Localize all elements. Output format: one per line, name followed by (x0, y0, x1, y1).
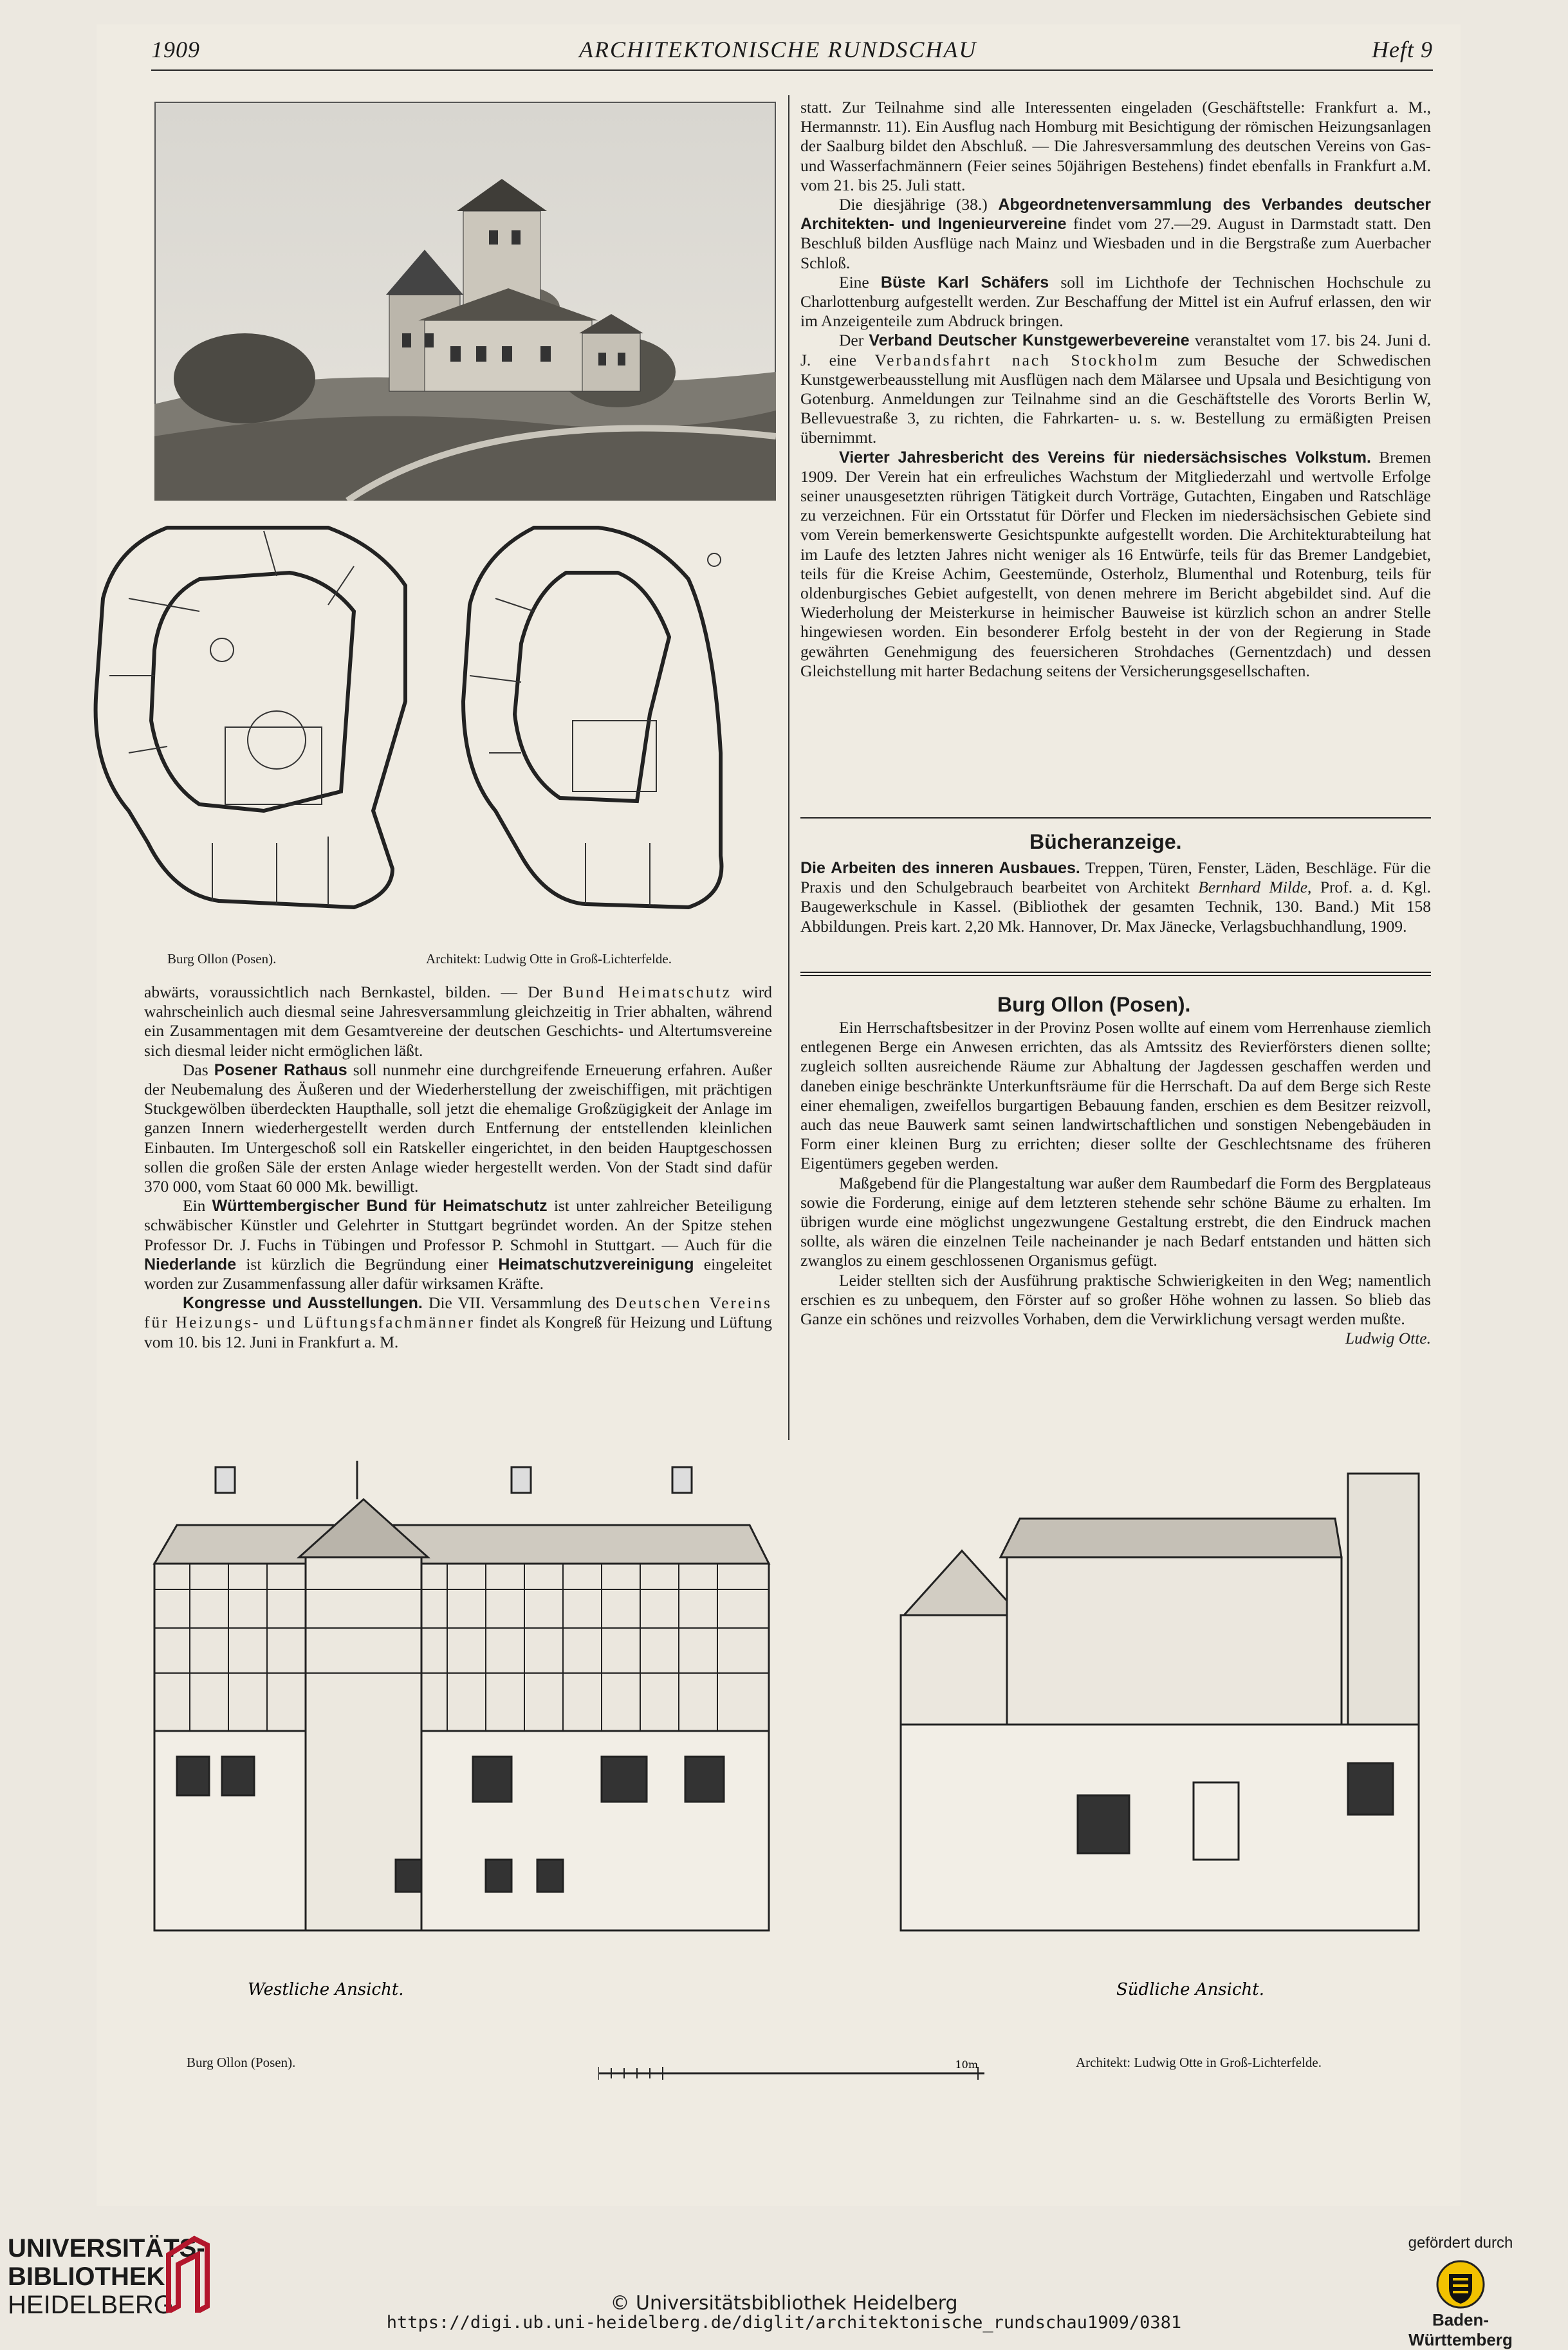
plans-caption-right: Architekt: Ludwig Otte in Groß-Lichterfelde. (426, 951, 672, 967)
funder-name: Baden-Württemberg (1408, 2310, 1513, 2349)
right-column-text (800, 98, 1431, 681)
header-rule (151, 69, 1433, 71)
elevations-caption-left: Burg Ollon (Posen). (187, 2055, 296, 2070)
section-rule (800, 975, 1431, 976)
paragraph: Kongresse und Ausstellungen. Die VII. Versammlung des Deutschen Vereins für Heizungs- und Lüftungsfachmänner findet als Kongreß für Heizung und Lüftung vom 10. bis 12. Juni in Frankfurt a. M. (144, 1293, 773, 1351)
book-notice (800, 858, 1431, 936)
floor-plans-illustration (71, 508, 791, 946)
elevations-illustration (151, 1461, 1438, 2040)
south-elevation-label: Südliche Ansicht. (1116, 1980, 1264, 1999)
library-footer (0, 2207, 1568, 2349)
paragraph: Eine Büste Karl Schäfers soll im Lichthofe der Technischen Hochschule zu Charlottenburg aufgestellt werden. Zur Beschaffung der Mittel ist ein Aufruf erlassen, den wir im Anzeigenteile zum Abdruck bringen. (800, 272, 1431, 331)
header-year: 1909 (151, 37, 200, 62)
paragraph: Das Posener Rathaus soll nunmehr eine durchgreifende Erneuerung erfahren. Außer der Neubemalung des Äußeren und der Wiederherstellung der zweischiffigen, mit prächtigen Stuckgewölben überdeckten Haupthalle, soll jetzt die ehemalige Großzügigkeit der Anlage im ganzen Innern wiederhergestellt werden durch Entfernung der entstellenden kleinlichen Einbauten. Im Untergeschoß soll ein Ratskeller eingerichtet, in den beiden Hauptgeschossen sollen die großen Säle der ersten Anlage wieder hergestellt werden. Von der Stadt sind dafür 370 000, vom Staat 60 000 Mk. bewilligt. (144, 1060, 772, 1196)
copyright-notice: © Universitätsbibliothek Heidelberg (610, 2292, 958, 2315)
permalink-url[interactable]: https://digi.ub.uni-heidelberg.de/diglit/architektonische_rundschau1909/0381 (386, 2313, 1182, 2333)
plans-caption-left: Burg Ollon (Posen). (167, 951, 277, 967)
funder-block (1383, 2234, 1538, 2349)
article-text (800, 1018, 1431, 1348)
paragraph: Die diesjährige (38.) Abgeordnetenversammlung des Verbandes deutscher Architekten- und Ingenieurvereine findet vom 27.—29. August in Darmstadt statt. Den Beschluß bilden Ausflüge nach Mainz und Wiesbaden und in die Bergstraße zum Auerbacher Schloß. (800, 195, 1431, 272)
west-elevation-label: Westliche Ansicht. (248, 1980, 404, 1999)
paragraph: Ein Württembergischer Bund für Heimatschutz ist unter zahlreicher Beteiligung schwäbischer Künstler und Gelehrter in Stuttgart begründet worden. An der Spitze stehen Professor Dr. J. Fuchs in Tübingen und Professor P. Schmohl in Stuttgart. — Auch für die Niederlande ist kürzlich die Begründung einer Heimatschutzvereinigung eingeleitet worden zur Zusammenfassung aller dafür wirksamen Kräfte. (144, 1196, 772, 1293)
header-journal: ARCHITEKTONISCHE RUNDSCHAU (579, 37, 977, 62)
header-issue: Heft 9 (1372, 37, 1433, 62)
paragraph: statt. Zur Teilnahme sind alle Interessenten eingeladen (Geschäftstelle: Frankfurt a. M., Hermannstr. 11). Ein Ausflug nach Homburg mit Besichtigung der römischen Heizungsanlagen der Saalburg bildet den Abschluß. — Die Jahresversammlung des deutschen Vereins von Gas- und Wasserfachmännern (Feier seines 50jährigen Bestehens) findet ebenfalls in Frankfurt a.M. vom 21. bis 25. Juli statt. (800, 98, 1431, 194)
paragraph: Maßgebend für die Plangestaltung war außer dem Raumbedarf die Form des Bergplateaus sowie die Forderung, einige auf dem letzteren stehende sehr schöne Bäume zu erhalten. Im übrigen wurde eine möglichst ungezwungene Gestaltung erstrebt, die den Eindruck machen sollte, als wären die einzelnen Teile nacheinander je nach Bedarf entstanden und hätten sich zwanglos zu einem geschlossenen Organismus gefügt. (800, 1173, 1431, 1270)
section-rule (800, 972, 1431, 973)
funded-by-label: gefördert durch (1408, 2234, 1513, 2252)
scale-label: 10m (955, 2059, 978, 2071)
paragraph: abwärts, voraussichtlich nach Bernkastel, bilden. — Der Bund Heimatschutz wird wahrscheinlich auch diesmal seine Jahresversammlung gleichzeitig in Trier abhalten, während ein Zusammentagen mit dem Gesamtvereine der deutschen Geschichts- und Altertumsvereine sich diesmal leider nicht ermöglichen läßt. (144, 983, 772, 1060)
castle-perspective-illustration (154, 102, 776, 501)
ub-heidelberg-logo-text[interactable]: UNIVERSITÄTS- BIBLIOTHEK HEIDELBERG (8, 2234, 205, 2319)
left-column-text (144, 983, 772, 1352)
paragraph: Der Verband Deutscher Kunstgewerbevereine veranstaltet vom 17. bis 24. Juni d. J. eine Verbandsfahrt nach Stockholm zum Besuche der Schwedischen Kunstgewerbeausstellung mit Ausflügen nach dem Mälarsee und Upsala und Besichtigung von Gotenburg. Anmeldungen zur Teilnahme sind an die Geschäftstelle des Vororts Berlin W, Bellevuestraße 3, zu richten, die Fahrkarten- u. s. w. Bestellung zu ermäßigten Preisen übernimmt. (800, 331, 1431, 447)
scale-bar (598, 2059, 997, 2085)
section-rule (800, 817, 1431, 819)
baden-wuerttemberg-seal-icon (1435, 2259, 1486, 2310)
paragraph: Die Arbeiten des inneren Ausbaues. Treppen, Türen, Fenster, Läden, Beschläge. Für die Praxis und den Schulgebrauch bearbeitet von Architekt Bernhard Milde, Prof. a. d. Kgl. Baugewerkschule in Kassel. (Bibliothek der gesamten Technik, 130. Band.) Mit 158 Abbildungen. Preis kart. 2,20 Mk. Hannover, Dr. Max Jänecke, Verlagsbuchhandlung, 1909. (800, 858, 1432, 936)
paragraph: Ein Herrschaftsbesitzer in der Provinz Posen wollte auf einem vom Herrenhause ziemlich entlegenen Berge ein Anwesen errichten, das als Amtssitz des Revierförsters dienen sollte; zugleich sollten ausreichende Räume zur Abhaltung der Jagdessen geschaffen werden und daneben einige beschränkte Unterkunftsräume für die Herrschaft. Da auf dem Berge sich Reste einer ehemaligen, zweifellos burgartigen Bebauung fanden, erschien es dem Besitzer reizvoll, auch das neue Bauwerk samt seinen landwirtschaftlichen und sonstigen Nebengebäuden in Form einer kleinen Burg zu errichten; dieser sollte der Geschlechtsname des früheren Eigentümers gegeben werden. (800, 1018, 1431, 1173)
books-section-title: Bücheranzeige. (1029, 830, 1182, 853)
running-head (151, 31, 1433, 69)
paragraph: Leider stellten sich der Ausführung praktische Schwierigkeiten in den Weg; namentlich erschien es zu unbequem, den Förster auf so großer Höhe wohnen zu lassen. So blieb das Ganze ein schönes und reizvolles Vorhaben, dem die Verwirklichung versagt werden mußte. Ludwig Otte. (800, 1270, 1431, 1348)
paragraph: Vierter Jahresbericht des Vereins für niedersächsisches Volkstum. Bremen 1909. Der Verein hat ein erfreuliches Wachstum der Mitgliederzahl und wertvolle Erfolge seiner unausgesetzten rührigen Tätigkeit durch Vorträge, Gutachten, Eingaben und Ratschläge zu verzeichnen. Für ein Ortsstatut für Dörfer und Flecken im niedersächsischen Gebiete sind vom Verein bemerkenswerte Gesichtspunkte aufgestellt worden. Die Architekturabteilung hat im Laufe des letzten Jahres nicht weniger als 16 Entwürfe, teils für das Bremer Landgebiet, teils für die Kreise Achim, Geestemünde, Osterholz, Blumenthal und Rotenburg, teils für oldenburgisches Gebiet aufgestellt, von denen mehrere im Bericht abgebildet sind. Auf die Wiederholung der Meisterkurse in heimischer Bauweise ist kürzlich schon an andrer Stelle hingewiesen worden. Ein besonderer Erfolg besteht in der von der Regierung in Stade gewährten Genehmigung des feuersicheren Strohdaches (Gernentzdach) und dessen Gleichstellung mit harter Bedachung seitens der Versicherungsgesellschaften. (800, 447, 1431, 680)
article-title: Burg Ollon (Posen). (997, 993, 1191, 1016)
elevations-caption-right: Architekt: Ludwig Otte in Groß-Lichterfelde. (1076, 2055, 1322, 2070)
